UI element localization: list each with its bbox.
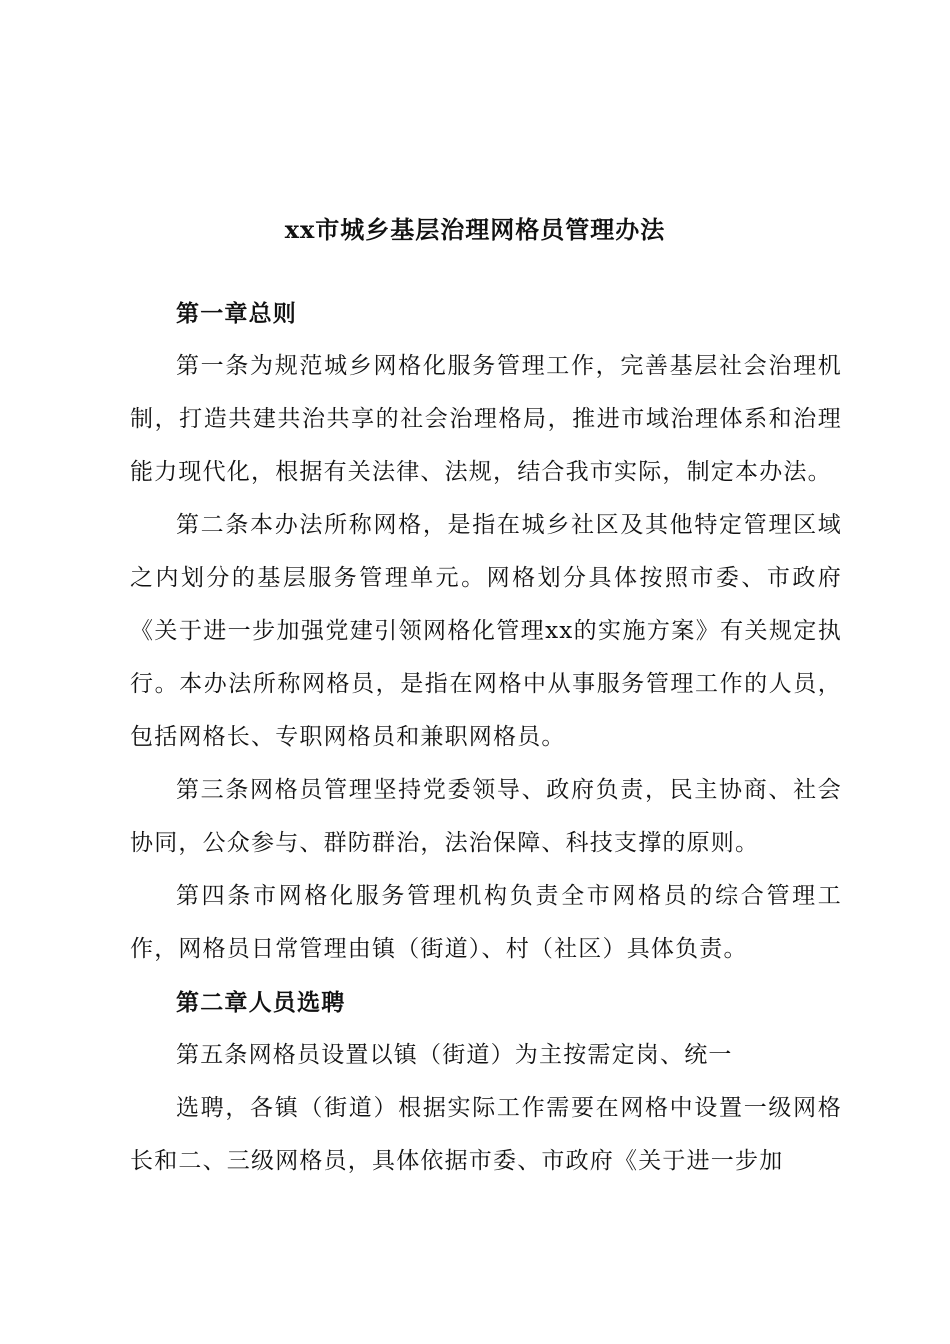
article-2: 第二条本办法所称网格，是指在城乡社区及其他特定管理区域之内划分的基层服务管理单元。网格划分具体按照市委、市政府《关于进一步加强党建引领网格化管理xx的实施方案》有关规定执行。本办法所称网格员，是指在网格中从事服务管理工作的人员，包括网格长、专职网格员和兼职网格员。 (130, 512, 842, 750)
document-body (130, 287, 842, 1188)
article-5-first-line: 第五条网格员设置以镇（街道）为主按需定岗、统一 (176, 1042, 733, 1068)
article-4: 第四条市网格化服务管理机构负责全市网格员的综合管理工作，网格员日常管理由镇（街道）、村（社区）具体负责。 (130, 883, 842, 962)
article-5-continuation: 选聘，各镇（街道）根据实际工作需要在网格中设置一级网格长和二、三级网格员，具体依据市委、市政府《关于进一步加 (130, 1095, 842, 1174)
article-1: 第一条为规范城乡网格化服务管理工作，完善基层社会治理机制，打造共建共治共享的社会治理格局，推进市域治理体系和治理能力现代化，根据有关法律、法规，结合我市实际，制定本办法。 (130, 353, 842, 485)
article-3: 第三条网格员管理坚持党委领导、政府负责，民主协商、社会协同，公众参与、群防群治，法治保障、科技支撑的原则。 (130, 777, 842, 856)
document-title: xx市城乡基层治理网格员管理办法 (284, 215, 666, 244)
chapter-2-heading: 第二章人员选聘 (176, 989, 346, 1016)
chapter-1-heading: 第一章总则 (176, 300, 297, 327)
